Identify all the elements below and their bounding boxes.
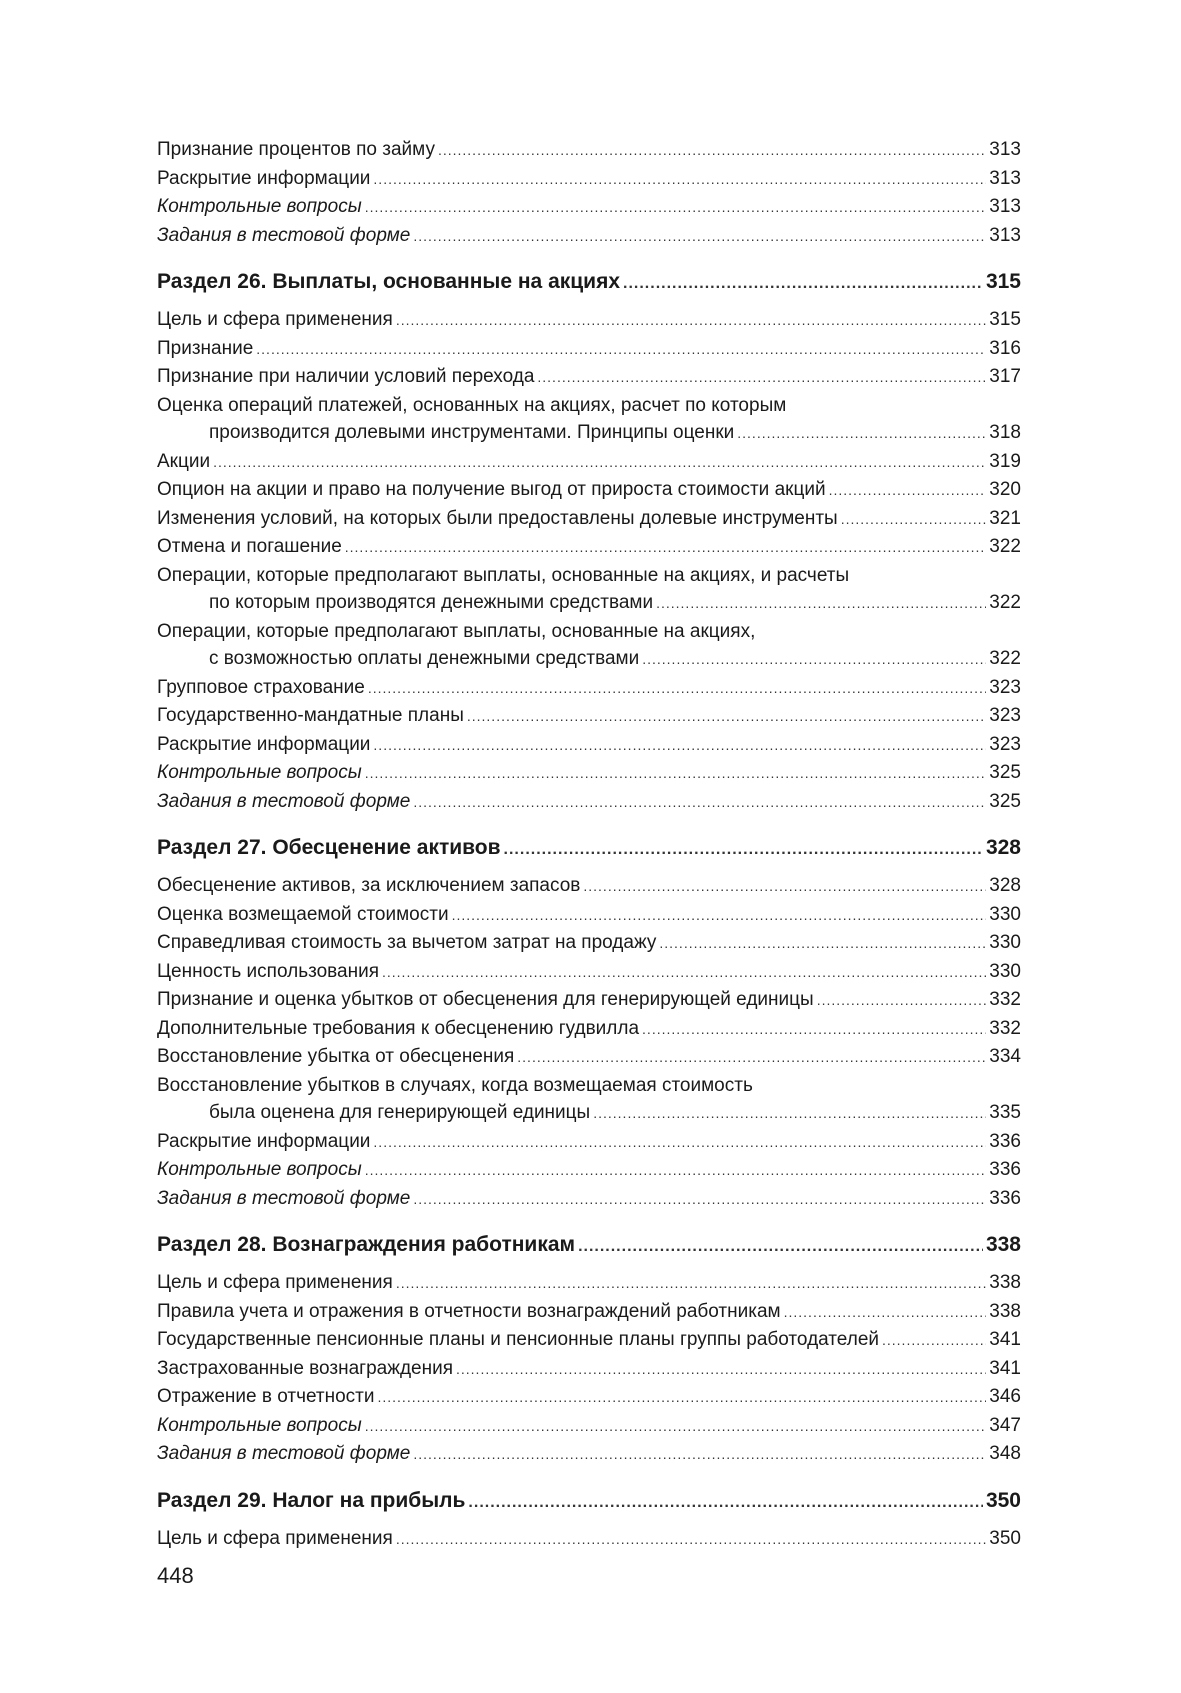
toc-entry-title: Цель и сфера применения <box>157 1272 393 1293</box>
toc-entry[interactable] <box>157 363 1021 392</box>
toc-entry[interactable] <box>157 193 1021 222</box>
toc-entry-page: 315 <box>989 309 1021 330</box>
toc-entry-page: 322 <box>989 536 1021 557</box>
page-number: 448 <box>157 1563 194 1588</box>
toc-entry-title: Цель и сфера применения <box>157 309 393 330</box>
section-title: Раздел 29. Налог на прибыль <box>157 1488 466 1512</box>
toc-entry[interactable] <box>157 1326 1021 1355</box>
toc-entry-title: Восстановление убытка от обесценения <box>157 1046 515 1067</box>
toc-entry-title: Правила учета и отражения в отчетности вознаграждений работникам <box>157 1300 781 1322</box>
toc-entry-title: Признание процентов по займу <box>157 139 435 160</box>
dot-leader <box>396 1526 986 1554</box>
section-page: 328 <box>985 836 1021 859</box>
toc-entry[interactable] <box>157 1412 1021 1441</box>
toc-entry-title: Контрольные вопросы <box>157 762 362 783</box>
toc-entry-title-line1: Операции, которые предполагают выплаты, основанные на акциях, <box>157 620 756 642</box>
section-title: Раздел 27. Обесценение активов <box>157 836 501 859</box>
toc-entry-page: 316 <box>989 337 1021 359</box>
toc-entry-page: 313 <box>989 196 1021 217</box>
toc-entry-page: 319 <box>989 450 1021 472</box>
toc-entry[interactable] <box>157 306 1021 335</box>
toc-entry-page: 336 <box>989 1187 1021 1209</box>
toc-entry-page: 335 <box>989 1102 1021 1123</box>
toc-entry-title: Задания в тестовой форме <box>157 1187 411 1209</box>
dot-leader <box>373 732 986 760</box>
dot-leader <box>737 420 986 448</box>
toc-entry-page: 332 <box>989 1017 1021 1039</box>
toc-entry[interactable] <box>157 1043 1021 1072</box>
dot-leader <box>593 1100 986 1128</box>
dot-leader <box>365 1413 987 1441</box>
dot-leader <box>413 789 986 817</box>
toc-entry[interactable] <box>157 562 1021 618</box>
toc-entry-title-line1: Оценка операций платежей, основанных на акциях, расчет по которым <box>157 394 787 416</box>
toc-entry-page: 330 <box>989 960 1021 982</box>
toc-entry[interactable] <box>157 929 1021 958</box>
toc-entry-page: 328 <box>989 875 1021 896</box>
dot-leader <box>882 1327 986 1355</box>
dot-leader <box>373 166 986 194</box>
toc-entry-page: 322 <box>989 592 1021 613</box>
toc-entry-page: 332 <box>989 989 1021 1010</box>
dot-leader <box>784 1299 987 1327</box>
toc-entry[interactable] <box>157 222 1021 251</box>
section-page: 315 <box>985 270 1021 293</box>
toc-entry[interactable] <box>157 392 1021 448</box>
dot-leader <box>517 1044 986 1072</box>
toc-entry-title: Раскрытие информации <box>157 733 371 755</box>
dot-leader <box>583 873 986 901</box>
toc-entry-title: Ценность использования <box>157 960 379 982</box>
toc-entry-title: Признание при наличии условий перехода <box>157 366 535 387</box>
toc-entry-title: Обесценение активов, за исключением запасов <box>157 875 581 896</box>
toc-entry[interactable] <box>157 165 1021 194</box>
toc-entry-title: Справедливая стоимость за вычетом затрат на продажу <box>157 932 657 953</box>
toc-entry-page: 313 <box>989 224 1021 246</box>
dot-leader <box>365 760 987 788</box>
dot-leader <box>452 902 987 930</box>
toc-entry-page: 318 <box>989 422 1021 443</box>
toc-entry-page: 348 <box>989 1443 1021 1464</box>
toc-entry-page: 334 <box>989 1046 1021 1067</box>
toc-entry[interactable] <box>157 1015 1021 1044</box>
section-page: 350 <box>985 1488 1021 1512</box>
toc-entry[interactable] <box>157 1269 1021 1298</box>
toc-entry-page: 330 <box>989 903 1021 925</box>
toc-entry[interactable] <box>157 1355 1021 1384</box>
dot-leader <box>467 703 986 731</box>
dot-leader <box>377 1384 986 1412</box>
section-title: Раздел 28. Вознаграждения работникам <box>157 1233 576 1256</box>
toc-entry[interactable] <box>157 731 1021 760</box>
dot-leader <box>642 646 986 674</box>
dot-leader <box>817 987 987 1015</box>
toc-entry-title: Контрольные вопросы <box>157 196 362 217</box>
toc-entry[interactable] <box>157 1525 1021 1554</box>
toc-entry-title: Групповое страхование <box>157 676 365 698</box>
toc-entry-page: 313 <box>989 139 1021 160</box>
toc-entry-page: 320 <box>989 479 1021 500</box>
toc-entry-title: Опцион на акции и право на получение выгод от прироста стоимости акций <box>157 479 826 500</box>
toc-entry-page: 347 <box>989 1414 1021 1436</box>
dot-leader <box>373 1129 986 1157</box>
toc-entry-title: Изменения условий, на которых были предоставлены долевые инструменты <box>157 507 838 529</box>
toc-entry-page: 325 <box>989 790 1021 812</box>
toc-entry[interactable] <box>157 759 1021 788</box>
toc-entry[interactable] <box>157 702 1021 731</box>
toc-entry-title: была оценена для генерирующей единицы <box>209 1102 591 1123</box>
toc-entry-title: Задания в тестовой форме <box>157 790 411 812</box>
toc-entry-page: 346 <box>989 1386 1021 1407</box>
toc-entry[interactable] <box>157 788 1021 817</box>
toc-entry-title: Цель и сфера применения <box>157 1527 393 1549</box>
dot-leader <box>382 959 986 987</box>
toc-entry[interactable] <box>157 901 1021 930</box>
toc-entry-page: 323 <box>989 705 1021 726</box>
toc-entry[interactable] <box>157 1185 1021 1214</box>
toc-entry-title: Задания в тестовой форме <box>157 224 411 246</box>
toc-entry-title: Контрольные вопросы <box>157 1414 362 1436</box>
toc-entry-title: Признание и оценка убытков от обесценения для генерирующей единицы <box>157 989 814 1010</box>
toc-entry-title: производится долевыми инструментами. Принципы оценки <box>209 422 735 443</box>
section-title: Раздел 26. Выплаты, основанные на акциях <box>157 270 621 293</box>
toc-entry-title: по которым производятся денежными средствами <box>209 592 654 613</box>
toc-entry-title: Государственно-мандатные планы <box>157 705 464 726</box>
toc-entry-page: 321 <box>989 507 1021 529</box>
toc-entry-title: Признание <box>157 337 254 359</box>
dot-leader <box>841 506 987 534</box>
toc-entry-page: 313 <box>989 167 1021 189</box>
toc-entry[interactable] <box>157 533 1021 562</box>
toc-entry[interactable] <box>157 1383 1021 1412</box>
dot-leader <box>642 1016 986 1044</box>
toc-section-heading[interactable] <box>157 1487 1021 1517</box>
toc-entry-title: Отмена и погашение <box>157 536 342 557</box>
toc-entry-title: Раскрытие информации <box>157 1130 371 1152</box>
dot-leader <box>656 590 986 618</box>
dot-leader <box>829 477 987 505</box>
toc-section-heading[interactable] <box>157 834 1021 864</box>
dot-leader <box>365 1157 987 1185</box>
dot-leader <box>468 1489 983 1517</box>
toc-entry-page: 341 <box>989 1357 1021 1379</box>
toc-entry-title: Государственные пенсионные планы и пенсионные планы группы работодателей <box>157 1329 879 1350</box>
dot-leader <box>504 836 983 864</box>
toc-entry-title-line1: Восстановление убытков в случаях, когда возмещаемая стоимость <box>157 1074 753 1096</box>
toc-entry[interactable] <box>157 1072 1021 1128</box>
toc-entry[interactable] <box>157 448 1021 477</box>
toc-entry-title: Задания в тестовой форме <box>157 1443 411 1464</box>
dot-leader <box>345 534 987 562</box>
toc-section-heading[interactable] <box>157 268 1021 298</box>
toc-entry-title: Застрахованные вознаграждения <box>157 1357 453 1379</box>
dot-leader <box>438 137 986 165</box>
dot-leader <box>213 449 986 477</box>
section-page: 338 <box>985 1233 1021 1256</box>
toc-entry-page: 323 <box>989 733 1021 755</box>
toc-entry-page: 330 <box>989 932 1021 953</box>
toc-entry[interactable] <box>157 1156 1021 1185</box>
dot-leader <box>659 930 986 958</box>
toc-entry-page: 323 <box>989 676 1021 698</box>
toc-entry[interactable] <box>157 1298 1021 1327</box>
toc-entry[interactable] <box>157 1440 1021 1469</box>
dot-leader <box>413 223 986 251</box>
toc-entry-page: 322 <box>989 648 1021 669</box>
toc-entry-page: 317 <box>989 366 1021 387</box>
toc-entry-page: 341 <box>989 1329 1021 1350</box>
toc-entry-page: 338 <box>989 1300 1021 1322</box>
table-of-contents <box>157 136 1021 1553</box>
dot-leader <box>456 1356 986 1384</box>
dot-leader <box>365 194 987 222</box>
dot-leader <box>623 270 983 298</box>
toc-entry[interactable] <box>157 958 1021 987</box>
toc-entry-page: 336 <box>989 1130 1021 1152</box>
toc-entry-title: Контрольные вопросы <box>157 1159 362 1180</box>
toc-entry-title: Раскрытие информации <box>157 167 371 189</box>
toc-entry[interactable] <box>157 618 1021 674</box>
toc-entry-title: Акции <box>157 450 211 472</box>
toc-entry[interactable] <box>157 1128 1021 1157</box>
toc-entry[interactable] <box>157 136 1021 165</box>
toc-entry[interactable] <box>157 872 1021 901</box>
toc-entry-title: Дополнительные требования к обесценению гудвилла <box>157 1017 640 1039</box>
toc-entry[interactable] <box>157 335 1021 364</box>
dot-leader <box>396 307 986 335</box>
toc-entry-title: Отражение в отчетности <box>157 1386 375 1407</box>
dot-leader <box>578 1233 983 1261</box>
dot-leader <box>256 336 986 364</box>
dot-leader <box>413 1186 986 1214</box>
toc-entry[interactable] <box>157 674 1021 703</box>
toc-entry-page: 338 <box>989 1272 1021 1293</box>
toc-entry-title: с возможностью оплаты денежными средствами <box>209 648 640 669</box>
toc-entry[interactable] <box>157 505 1021 534</box>
toc-entry-page: 350 <box>989 1527 1021 1549</box>
dot-leader <box>537 364 986 392</box>
toc-entry-title-line1: Операции, которые предполагают выплаты, основанные на акциях, и расчеты <box>157 564 850 586</box>
toc-entry-page: 336 <box>989 1159 1021 1180</box>
toc-entry-title: Оценка возмещаемой стоимости <box>157 903 449 925</box>
dot-leader <box>396 1270 986 1298</box>
toc-entry[interactable] <box>157 476 1021 505</box>
toc-entry[interactable] <box>157 986 1021 1015</box>
toc-section-heading[interactable] <box>157 1231 1021 1261</box>
dot-leader <box>368 675 986 703</box>
toc-entry-page: 325 <box>989 762 1021 783</box>
dot-leader <box>413 1441 986 1469</box>
